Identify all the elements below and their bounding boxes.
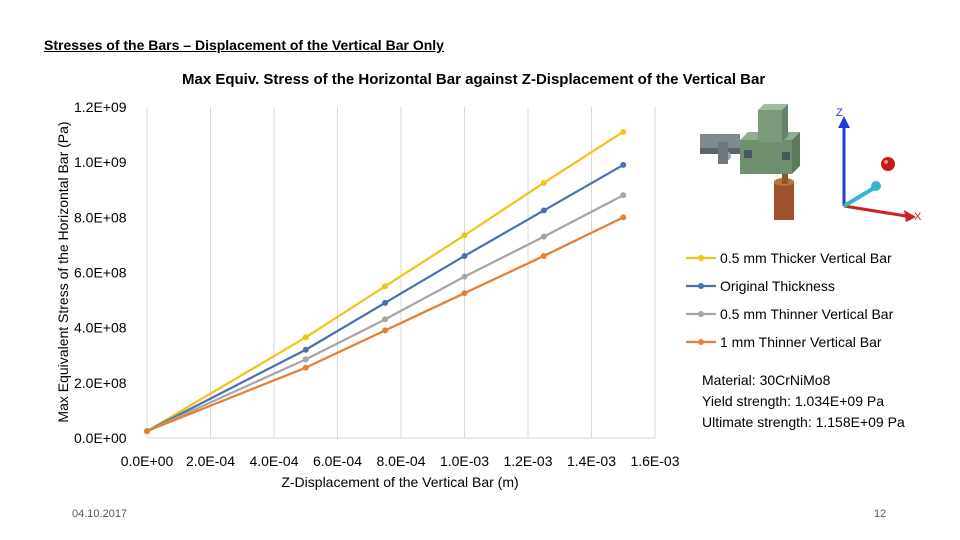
data-point: [303, 334, 309, 340]
chart-title: Max Equiv. Stress of the Horizontal Bar against Z-Displacement of the Vertical Bar: [182, 71, 766, 88]
legend-label: 0.5 mm Thinner Vertical Bar: [720, 306, 894, 322]
x-tick-label: 8.0E-04: [376, 453, 426, 469]
legend-swatch-marker: [698, 283, 704, 289]
series-line: [147, 165, 623, 431]
data-point: [620, 192, 626, 198]
y-tick-label: 4.0E+08: [74, 319, 127, 336]
series-line: [147, 132, 623, 431]
data-point: [144, 428, 150, 434]
ultimate-strength: Ultimate strength: 1.158E+09 Pa: [702, 414, 905, 430]
x-tick-label: 1.0E-03: [439, 453, 490, 469]
coordinate-triad: [820, 96, 930, 230]
data-point: [303, 356, 309, 362]
x-axis-label: X: [914, 211, 922, 223]
x-axis-title: Z-Displacement of the Vertical Bar (m): [281, 474, 519, 490]
y-tick-label: 0.0E+00: [74, 430, 127, 446]
data-point: [541, 207, 547, 213]
series-group: [144, 129, 626, 434]
bar-assembly-model-image: [696, 96, 818, 230]
footer-date: 04.10.2017: [72, 508, 128, 520]
x-tick-label: 6.0E-04: [312, 453, 363, 469]
data-point: [541, 234, 547, 240]
data-point: [620, 162, 626, 168]
legend-item: [686, 250, 892, 266]
page-number: 12: [874, 508, 887, 520]
x-tick-label: 4.0E-04: [249, 453, 299, 469]
chart-series: [144, 129, 626, 434]
data-point: [462, 290, 468, 296]
series-group: [144, 162, 626, 434]
material-info: [702, 370, 905, 433]
data-point: [303, 347, 309, 353]
material-name: Material: 30CrNiMo8: [702, 372, 831, 388]
chart-grid: [147, 107, 655, 438]
legend-item: [686, 306, 894, 322]
x-tick-label: 1.4E-03: [566, 453, 617, 469]
legend-swatch-marker: [698, 339, 704, 345]
y-tick-label: 8.0E+08: [74, 209, 127, 226]
legend-label: 1 mm Thinner Vertical Bar: [720, 334, 882, 350]
x-tick-label: 1.6E-03: [630, 453, 680, 469]
legend-item: [686, 334, 882, 350]
legend-swatch-marker: [698, 311, 704, 317]
data-point: [382, 283, 388, 289]
data-point: [382, 300, 388, 306]
legend-label: 0.5 mm Thicker Vertical Bar: [720, 250, 892, 266]
x-tick-label: 2.0E-04: [185, 453, 236, 469]
series-group: [144, 214, 626, 434]
data-point: [462, 232, 468, 238]
data-point: [382, 327, 388, 333]
data-point: [303, 365, 309, 371]
x-tick-label: 0.0E+00: [120, 453, 174, 469]
data-point: [541, 253, 547, 259]
data-point: [462, 274, 468, 280]
slide-title: Stresses of the Bars – Displacement of the Vertical Bar Only: [44, 37, 444, 53]
x-tick-label: 1.2E-03: [503, 453, 553, 469]
y-axis-title: Max Equivalent Stress of the Horizontal Bar (Pa): [55, 121, 71, 423]
legend-item: [686, 278, 835, 294]
legend-label: Original Thickness: [720, 278, 835, 294]
y-tick-label: 6.0E+08: [74, 264, 127, 281]
data-point: [620, 129, 626, 135]
data-point: [541, 180, 547, 186]
data-point: [620, 214, 626, 220]
chart-legend: [686, 250, 894, 350]
legend-swatch-marker: [698, 255, 704, 261]
data-point: [382, 316, 388, 322]
y-tick-label: 2.0E+08: [74, 374, 127, 391]
series-group: [144, 192, 626, 434]
z-axis-label: Z: [836, 107, 843, 119]
y-tick-label: 1.2E+09: [74, 99, 127, 115]
y-tick-label: 1.0E+09: [74, 154, 127, 171]
yield-strength: Yield strength: 1.034E+09 Pa: [702, 393, 884, 409]
data-point: [462, 253, 468, 259]
